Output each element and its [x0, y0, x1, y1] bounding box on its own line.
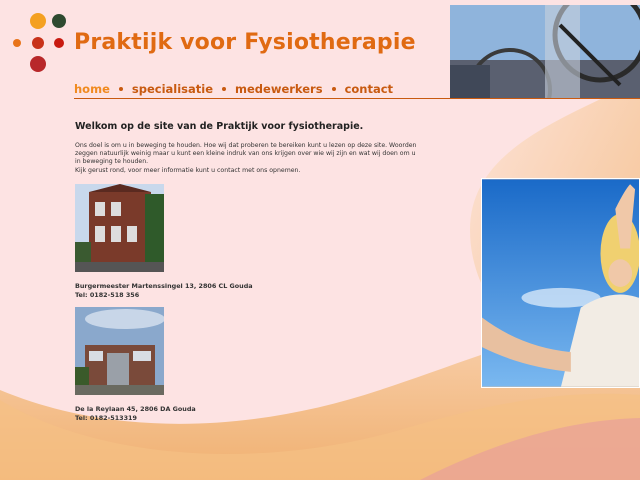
location-1-phone: Tel: 0182-518 356	[75, 290, 140, 299]
nav-separator	[119, 87, 123, 91]
hero-bicycle-photo	[450, 5, 640, 98]
location-1	[75, 282, 253, 299]
location-1-address: Burgermeester Martenssingel 13, 2806 CL Gouda	[75, 282, 253, 290]
main-content	[75, 121, 420, 175]
closing-text: Kijk gerust rond, voor meer informatie kunt u contact met ons opnemen.	[75, 166, 301, 174]
woman-sky-photo	[481, 178, 640, 388]
location-photo-building	[75, 307, 164, 395]
nav-contact[interactable]: contact	[344, 82, 394, 96]
location-2-phone: Tel: 0182-513319	[75, 413, 137, 422]
logo-dots	[8, 10, 72, 74]
location-photo-house	[75, 184, 164, 272]
intro-text: Ons doel is om u in beweging te houden. Hoe wij dat proberen te bereiken kunt u lezen op deze site. Woorden zeggen natuurlijk weinig maar u kunt een kleine indruk van ons krijgen over wie wij zijn en wat wij doen om u in beweging te houden.	[75, 142, 417, 166]
nav-separator	[332, 87, 336, 91]
nav-specialisatie[interactable]: specialisatie	[131, 82, 213, 96]
main-nav	[74, 82, 393, 96]
welcome-heading: Welkom op de site van de Praktijk voor fysiotherapie.	[75, 121, 364, 132]
nav-medewerkers[interactable]: medewerkers	[235, 82, 323, 96]
site-title[interactable]: Praktijk voor Fysiotherapie	[74, 30, 416, 55]
location-2	[75, 405, 196, 422]
nav-divider	[74, 98, 640, 99]
location-2-address: De la Reylaan 45, 2806 DA Gouda	[75, 405, 196, 413]
nav-home[interactable]: home	[74, 82, 110, 96]
nav-separator	[222, 87, 226, 91]
